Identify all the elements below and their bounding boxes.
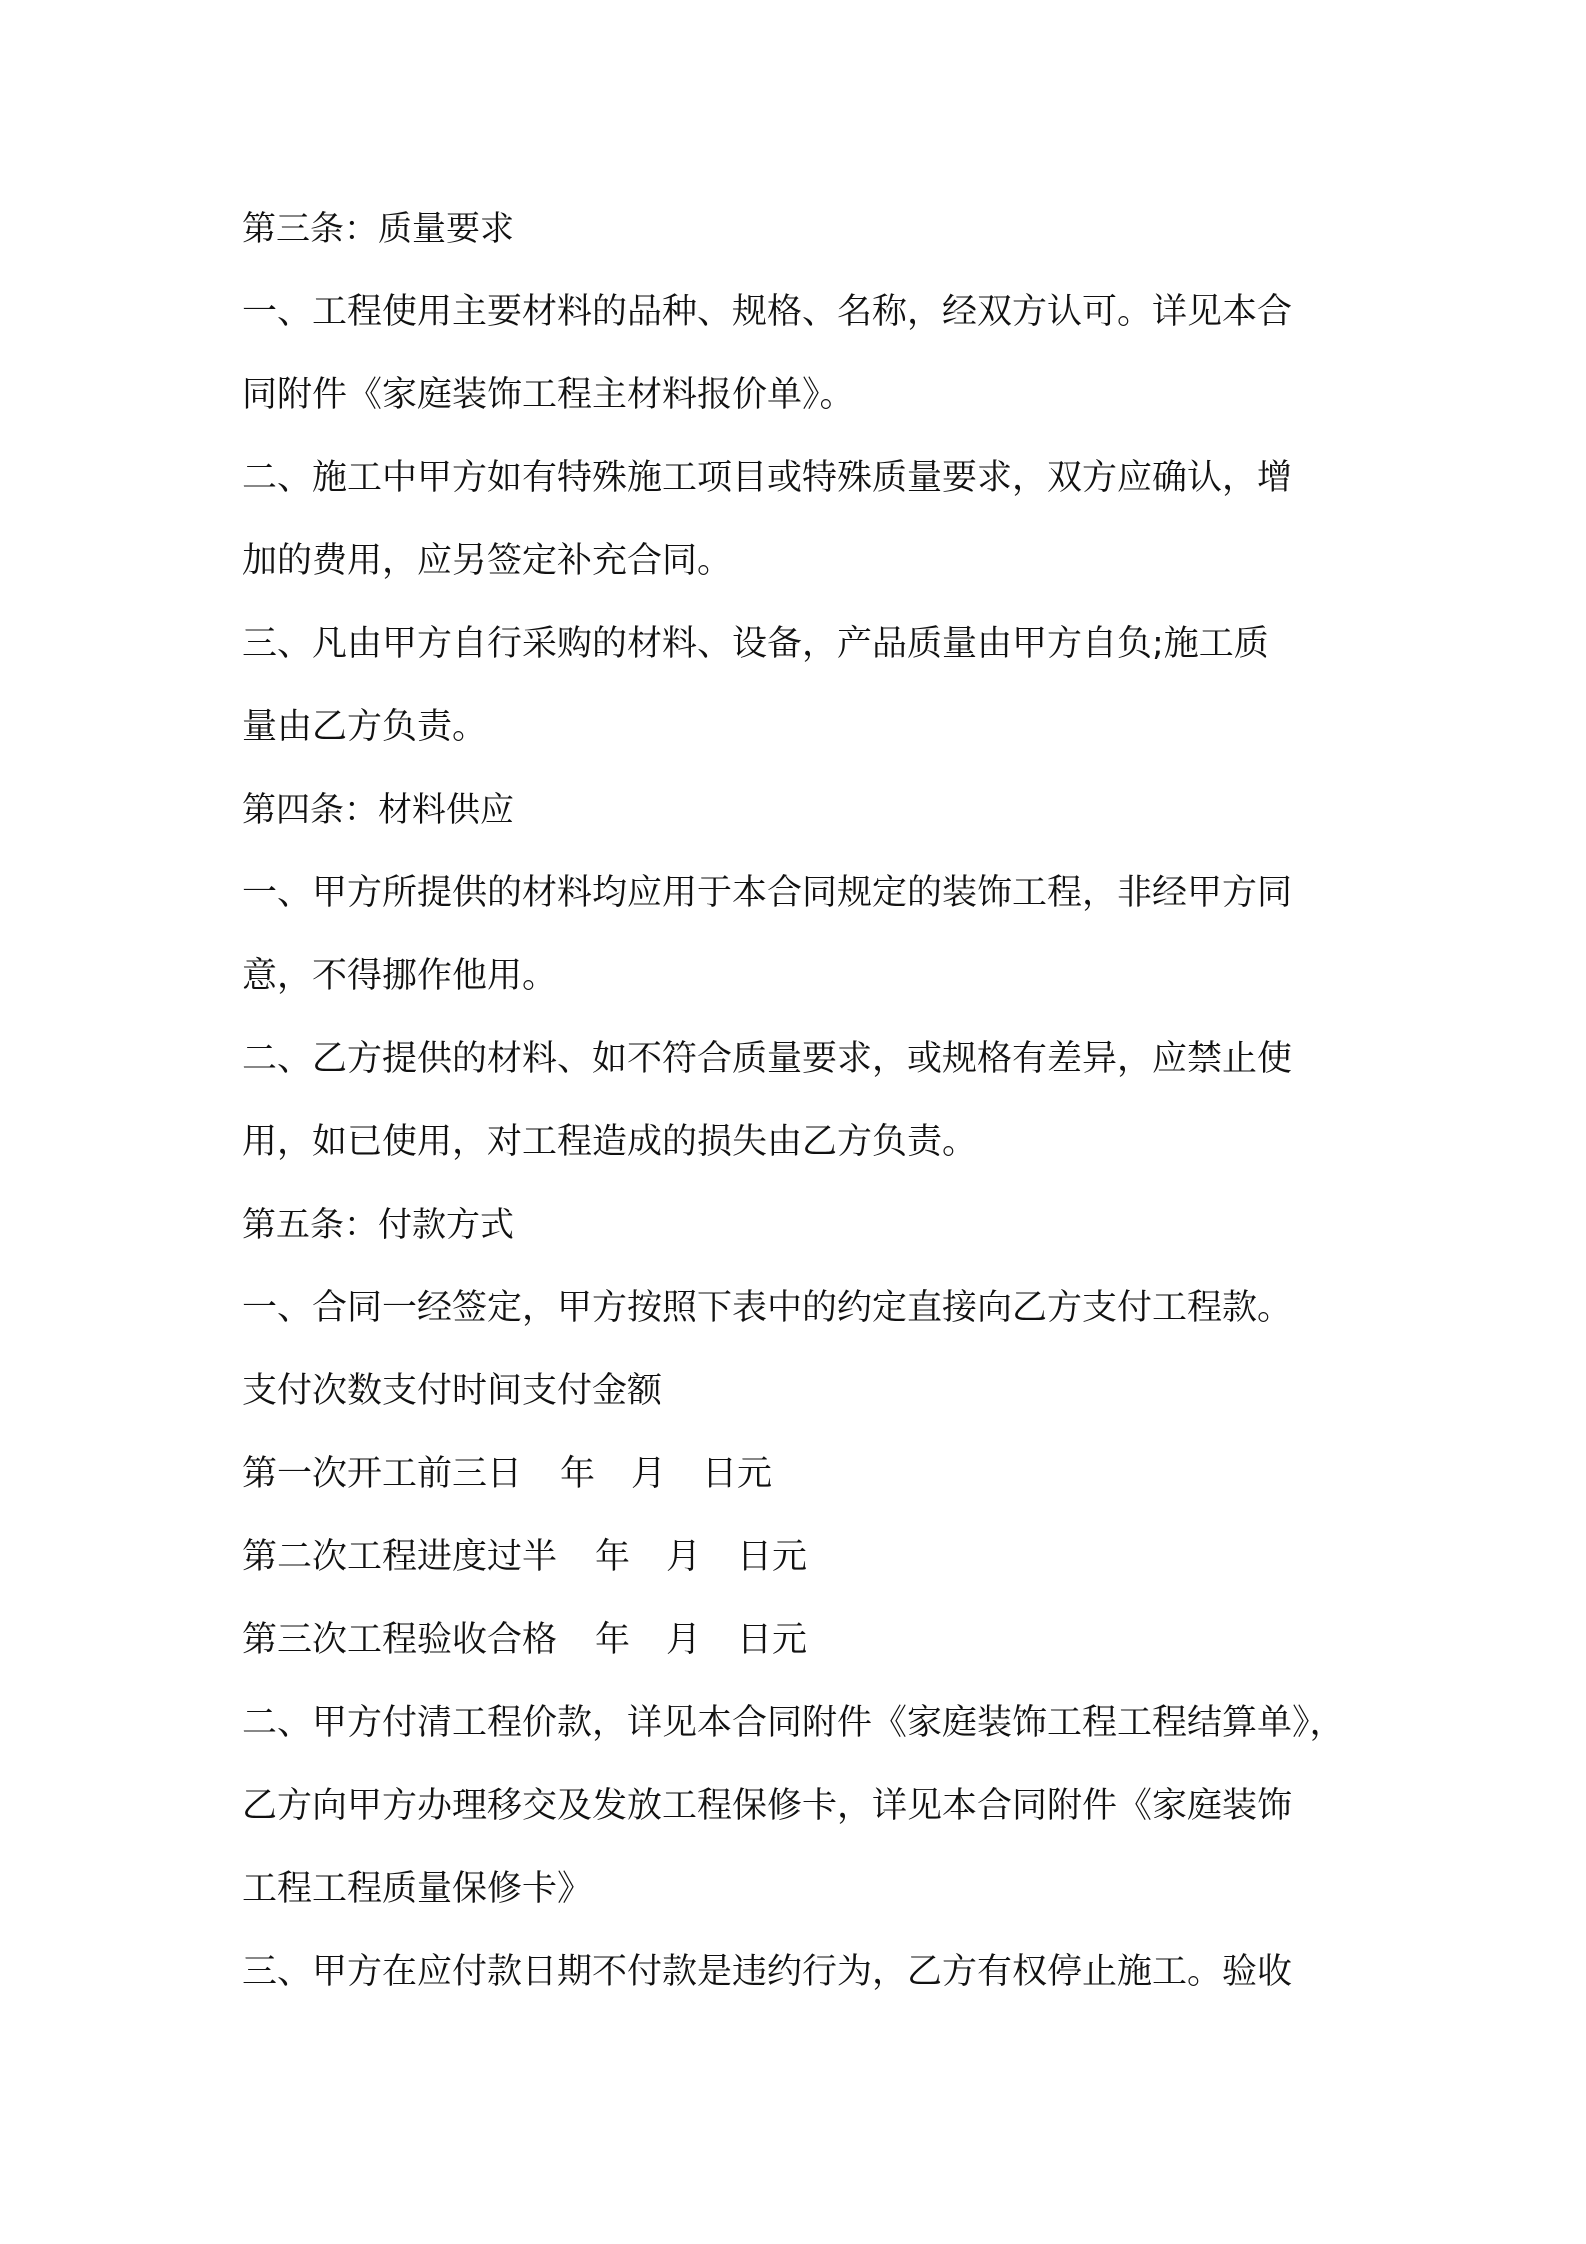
payment-row-1 <box>242 1445 1362 1528</box>
paragraph-line: 三、甲方在应付款日期不付款是违约行为，乙方有权停止施工。验收 <box>242 1952 1293 1992</box>
document-body <box>242 200 1362 2026</box>
article-4-heading: 第四条：材料供应 <box>242 790 514 830</box>
payment-day: 日元 <box>737 1537 808 1577</box>
payment-year: 年 <box>595 1537 631 1577</box>
paragraph-line: 三、凡由甲方自行采购的材料、设备，产品质量由甲方自负;施工质 <box>242 624 1269 664</box>
payment-day: 日元 <box>702 1454 773 1494</box>
payment-year: 年 <box>560 1454 596 1494</box>
paragraph-line: 一、合同一经签定，甲方按照下表中的约定直接向乙方支付工程款。 <box>242 1288 1293 1328</box>
paragraph-line: 二、乙方提供的材料、如不符合质量要求，或规格有差异，应禁止使 <box>242 1039 1293 1079</box>
payment-row-3 <box>242 1611 1362 1694</box>
paragraph-line: 工程工程质量保修卡》 <box>242 1869 593 1909</box>
payment-label: 第一次开工前三日 <box>242 1454 523 1494</box>
paragraph-line: 用，如已使用，对工程造成的损失由乙方负责。 <box>242 1122 978 1162</box>
paragraph-line: 加的费用，应另签定补充合同。 <box>242 541 733 581</box>
payment-label: 第二次工程进度过半 <box>242 1537 558 1577</box>
payment-month: 月 <box>666 1620 702 1660</box>
payment-month: 月 <box>631 1454 667 1494</box>
article-5-heading: 第五条：付款方式 <box>242 1205 514 1245</box>
paragraph-line: 量由乙方负责。 <box>242 707 488 747</box>
payment-label: 第三次工程验收合格 <box>242 1620 558 1660</box>
payment-row-2 <box>242 1528 1362 1611</box>
paragraph-line: 意，不得挪作他用。 <box>242 956 558 996</box>
article-3-heading: 第三条：质量要求 <box>242 209 514 249</box>
payment-month: 月 <box>666 1537 702 1577</box>
paragraph-line: 一、甲方所提供的材料均应用于本合同规定的装饰工程，非经甲方同 <box>242 873 1293 913</box>
paragraph-line: 二、施工中甲方如有特殊施工项目或特殊质量要求，双方应确认，增 <box>242 458 1293 498</box>
paragraph-line: 乙方向甲方办理移交及发放工程保修卡，详见本合同附件《家庭装饰 <box>242 1786 1293 1826</box>
payment-year: 年 <box>595 1620 631 1660</box>
payment-day: 日元 <box>737 1620 808 1660</box>
paragraph-line: 同附件《家庭装饰工程主材料报价单》。 <box>242 375 855 415</box>
paragraph-line: 一、工程使用主要材料的品种、规格、名称，经双方认可。详见本合 <box>242 292 1293 332</box>
payment-table-header: 支付次数支付时间支付金额 <box>242 1371 663 1411</box>
paragraph-line: 二、甲方付清工程价款，详见本合同附件《家庭装饰工程工程结算单》， <box>242 1703 1345 1743</box>
